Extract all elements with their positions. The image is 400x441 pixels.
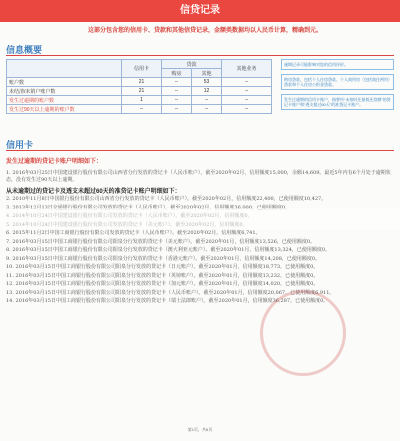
page-footer: 第1页，共6页 [187,427,213,432]
table-row [7,96,272,105]
table-row [7,78,272,87]
table-cell: 12 [191,87,221,96]
list-item: 10. 2016年03月15日中国工商银行股份有限公司阳泉分行发放的贷记卡（日元账户）。截至2020年01月，信用额度18,773，已使用额度0。 [6,264,319,270]
list-item: 8. 2016年03月15日中国工商银行股份有限公司阳泉分行发放的贷记卡（澳大利亚元账户）。截至2020年01月，信用额度13,324，已使用额度0。 [6,247,331,253]
never-overdue-heading: 从未逾期过的贷记卡及透支未超过60天的准贷记卡账户明细如下： [6,188,181,195]
table-cell: -- [221,78,271,87]
row-label: 发生过逾期的账户数 [7,96,122,105]
summary-header-loan: 贷款 [161,60,221,69]
notice-text: 这部分包含您的信用卡、贷款和其他信贷记录，金额类数据均以人民币计算，精确到元。 [87,28,322,34]
table-cell: -- [191,105,221,114]
table-cell: 21 [122,87,162,96]
list-item: 14. 2016年03月15日中国工商银行股份有限公司阳泉分行发放的贷记卡（瑞士法郎账户）。截至2020年01月，信用额度36,287，已使用额度0。 [6,298,329,304]
seal-stamp [260,290,346,376]
summary-header-blank [7,60,122,78]
table-cell: -- [161,105,191,114]
table-cell: -- [161,87,191,96]
table-cell: -- [122,105,162,114]
summary-header-other: 其他业务 [221,60,271,78]
list-item: 7. 2016年03月15日中国工商银行股份有限公司阳泉分行发放的贷记卡（美元账户）。截至2020年01月，信用额度13,526，已使用额度0。 [6,238,316,245]
summary-subheader-other: 其他 [191,69,221,78]
row-label: 发生过90天以上逾期的账户数 [7,105,122,114]
note-box: 购房贷款，包括个人住房贷款、个人商用房（包括商住两用）贷款和个人住房公积金贷款。 [281,74,394,90]
credit-card-title: 信用卡 [6,140,34,150]
summary-divider [6,55,394,56]
table-cell: -- [161,78,191,87]
table-cell: 21 [122,78,162,87]
list-item: 6. 2015年11月2日中国工商银行股份有限公司发放的贷记卡（人民币账户）。截至2020年02月，信用额度6,741。 [6,230,261,236]
list-item: 13. 2016年03月15日中国工商银行股份有限公司阳泉分行发放的贷记卡（人民币账户）。截至2020年01月，信用额度20,067，已使用额度6,911。 [6,289,335,296]
list-item: 12. 2016年03月15日中国工商银行股份有限公司阳泉分行发放的贷记卡（加元账户）。截至2020年01月，信用额度14,020，已使用额度0。 [6,281,319,287]
table-cell: -- [221,87,271,96]
table-cell: 1 [122,96,162,105]
table-cell: 53 [191,78,221,87]
credit-card-divider [6,150,394,151]
summary-subheader-house: 购房 [161,69,191,78]
note-box: 发生过逾期的信用卡账户，指曾经“未按时还最低还款额”的贷记卡账户和“透支超过60天”的准贷记卡账户。 [281,94,394,110]
list-item: 9. 2016年03月15日中国工商银行股份有限公司阳泉分行发放的贷记卡（香港元账户）。截至2020年01月，信用额度14,208，已使用额度0。 [6,255,321,262]
list-item: 2. 2010年11月8日中国银行股份有限公司山西省分行发放的贷记卡（人民币账户）。截至2020年02月，信用额度22,400，已使用额度10,427。 [6,196,327,202]
credit-card-entries [6,170,392,307]
blurred-band [0,208,400,230]
list-item: 11. 2016年03月15日中国工商银行股份有限公司阳泉分行发放的贷记卡（英镑账户）。截至2020年01月，信用额度13,232，已使用额度0。 [6,272,319,279]
row-label: 未结清/未销户账户数 [7,87,122,96]
list-item: 1. 2016年03月25日中国建设银行股份有限公司山西省分行发放的贷记卡（人民币账户），截至2020年02月，信用额度15,000，余额14,609。最近5年内有6个月处于逾期状态，没有发生过90天以上逾期。 [6,170,391,183]
row-label: 账户数 [7,78,122,87]
summary-header-credit-card: 信用卡 [122,60,162,78]
table-row [7,87,272,96]
table-cell: -- [191,96,221,105]
notes-panel [281,59,394,114]
summary-title: 信息概要 [6,45,43,55]
table-cell: -- [161,96,191,105]
table-cell: -- [221,96,271,105]
table-cell: -- [221,105,271,114]
table-row [7,105,272,114]
page-banner: 信贷记录 [0,0,400,22]
summary-table [6,59,272,114]
overdue-heading: 发生过逾期的贷记卡账户明细如下： [6,159,103,165]
note-box: 逾期记录可能影响对您的信用评价。 [281,59,394,70]
